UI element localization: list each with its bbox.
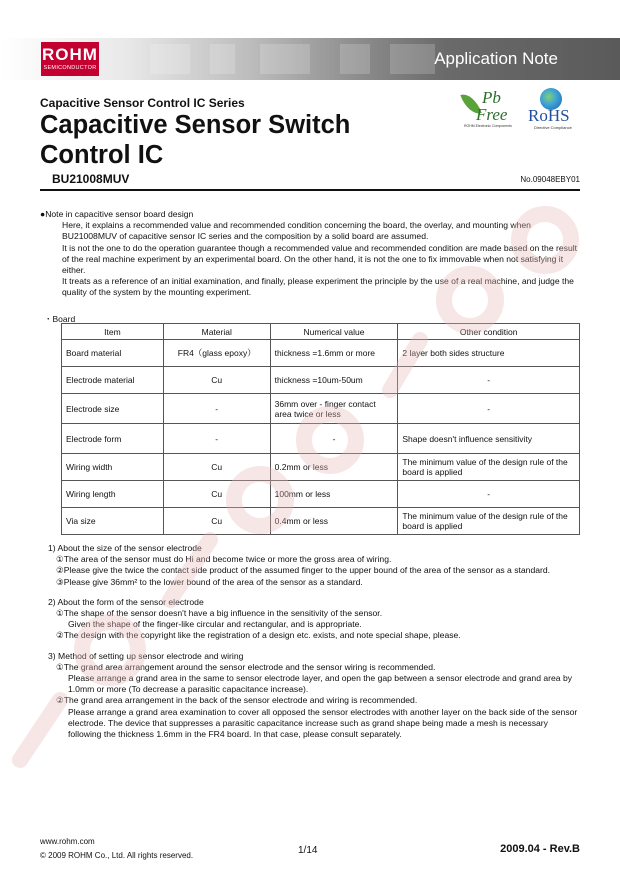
table-cell: Board material bbox=[62, 340, 164, 367]
title-divider bbox=[40, 189, 580, 191]
logo-main-text: ROHM bbox=[42, 45, 98, 64]
table-row bbox=[62, 481, 580, 508]
free-text: Free bbox=[476, 105, 508, 124]
table-cell: 0.4mm or less bbox=[270, 508, 398, 535]
pb-caption: ROHM Electronic Components bbox=[464, 124, 512, 128]
table-row bbox=[62, 508, 580, 535]
section-line: ②Please give the twice the contact side product of the assumed finger to the upper bound of the area of the sensor as a standard. bbox=[56, 565, 551, 576]
section-heading: 1) About the size of the sensor electrode bbox=[48, 543, 202, 553]
rohm-logo bbox=[41, 42, 99, 76]
header-numerical-value: Numerical value bbox=[270, 324, 398, 340]
title-line-1: Capacitive Sensor Switch bbox=[40, 111, 351, 139]
section-heading: 2) About the form of the sensor electrode bbox=[48, 596, 204, 607]
table-cell: Electrode material bbox=[62, 367, 164, 394]
intro-heading: ●Note in capacitive sensor board design bbox=[40, 209, 194, 219]
section-electrode-size bbox=[48, 543, 583, 588]
section-electrode-wiring bbox=[48, 651, 583, 741]
table-cell: Via size bbox=[62, 508, 164, 535]
table-cell: Cu bbox=[163, 454, 270, 481]
document-number: No.09048EBY01 bbox=[520, 175, 580, 184]
header-item: Item bbox=[62, 324, 164, 340]
table-cell: Cu bbox=[163, 367, 270, 394]
board-table bbox=[61, 323, 580, 535]
title-line-2: Control IC bbox=[40, 141, 164, 169]
revision-label: 2009.04 - Rev.B bbox=[500, 843, 580, 855]
intro-section bbox=[40, 209, 580, 299]
footer-url: www.rohm.com bbox=[40, 837, 95, 846]
page-number: 1/14 bbox=[298, 845, 318, 856]
table-cell: FR4（glass epoxy） bbox=[163, 340, 270, 367]
section-electrode-form bbox=[48, 597, 583, 642]
table-cell: Wiring length bbox=[62, 481, 164, 508]
table-cell: Cu bbox=[163, 481, 270, 508]
page-title bbox=[40, 110, 400, 170]
banner-decoration bbox=[150, 38, 450, 80]
table-cell: Electrode form bbox=[62, 424, 164, 454]
pb-free-badge bbox=[462, 88, 522, 132]
table-row bbox=[62, 424, 580, 454]
series-title: Capacitive Sensor Control IC Series bbox=[40, 96, 245, 110]
table-cell: 2 layer both sides structure bbox=[398, 340, 580, 367]
intro-paragraph-2: It is not the one to do the operation guarantee though a recommended value and recommended condition are made based on the result of the real machine experiment by an experimental board. On the other hand, it is not the one to fix immovable when not satisfying it either. bbox=[62, 242, 578, 276]
section-line: ①The area of the sensor must do Hi and become twice or more the gross area of wiring. bbox=[56, 554, 392, 565]
table-cell: Wiring width bbox=[62, 454, 164, 481]
table-cell: - bbox=[163, 424, 270, 454]
section-line: ③Please give 36mm² to the lower bound of the area of the sensor as a standard. bbox=[56, 576, 363, 587]
table-cell: - bbox=[163, 394, 270, 424]
section-line: Please arrange a grand area examination to cover all opposed the sensor electrodes with another layer on the back side of the sensor electrode. The device that suppresses a parasitic capacitance increase such as grand shape being made a mesh is necessary following the thickness 1.6mm in the FR4 board. In that case, please consult separately. bbox=[68, 706, 578, 740]
section-line: ①The shape of the sensor doesn't have a big influence in the sensitivity of the sensor. bbox=[56, 608, 383, 619]
table-row bbox=[62, 394, 580, 424]
section-heading: 3) Method of setting up sensor electrode and wiring bbox=[48, 650, 244, 661]
table-cell: thickness =1.6mm or more bbox=[270, 340, 398, 367]
section-line: ②The grand area arrangement in the back of the sensor electrode and wiring is recommended. bbox=[56, 695, 418, 706]
rohs-badge bbox=[526, 88, 582, 132]
table-cell: The minimum value of the design rule of the board is applied bbox=[398, 454, 580, 481]
logo-sub-text: SEMICONDUCTOR bbox=[43, 65, 97, 71]
table-cell: - bbox=[398, 481, 580, 508]
intro-paragraph-3: It treats as a reference of an initial examination, and finally, please experiment the principle by the use of a real machine, and judge the quality of the system by the mounting experiment. bbox=[62, 276, 574, 298]
section-line: ②The design with the copyright like the registration of a design etc. exists, and note special shape, please. bbox=[56, 630, 461, 641]
rohs-caption: Directive Compliance bbox=[534, 125, 572, 130]
banner-title: Application Note bbox=[434, 49, 558, 68]
intro-paragraph-1: Here, it explains a recommended value and recommended condition concerning the board, the overlay, and mounting when BU21008MUV of capacitive sensor IC series and the composition by a solid board are assumed. bbox=[62, 220, 531, 242]
part-number: BU21008MUV bbox=[52, 172, 130, 186]
table-row bbox=[62, 340, 580, 367]
table-cell: - bbox=[270, 424, 398, 454]
table-cell: 0.2mm or less bbox=[270, 454, 398, 481]
table-cell: 36mm over - finger contact area twice or less bbox=[270, 394, 398, 424]
design-notes bbox=[48, 543, 583, 749]
footer-copyright: © 2009 ROHM Co., Ltd. All rights reserved. bbox=[40, 851, 194, 860]
table-cell: - bbox=[398, 367, 580, 394]
pb-text: Pb bbox=[482, 88, 501, 107]
section-line: Given the shape of the finger-like circular and rectangular, and is appropriate. bbox=[68, 619, 362, 630]
table-cell: thickness =10um-50um bbox=[270, 367, 398, 394]
header-material: Material bbox=[163, 324, 270, 340]
header-other-condition: Other condition bbox=[398, 324, 580, 340]
table-cell: - bbox=[398, 394, 580, 424]
board-table-label: ・Board bbox=[44, 314, 76, 324]
table-cell: 100mm or less bbox=[270, 481, 398, 508]
table-row bbox=[62, 454, 580, 481]
section-line: ①The grand area arrangement around the sensor electrode and the sensor wiring is recommended. bbox=[56, 661, 436, 672]
table-cell: Electrode size bbox=[62, 394, 164, 424]
table-header-row bbox=[62, 324, 580, 340]
section-line: Please arrange a grand area in the same to sensor electrode layer, and open the gap between a sensor electrode and grand area by 1.0mm or more (To decrease a parasitic capacitance increase). bbox=[68, 673, 573, 695]
table-cell: Shape doesn't influence sensitivity bbox=[398, 424, 580, 454]
table-row bbox=[62, 367, 580, 394]
table-cell: Cu bbox=[163, 508, 270, 535]
table-cell: The minimum value of the design rule of the board is applied bbox=[398, 508, 580, 535]
rohs-text: RoHS bbox=[528, 106, 570, 125]
